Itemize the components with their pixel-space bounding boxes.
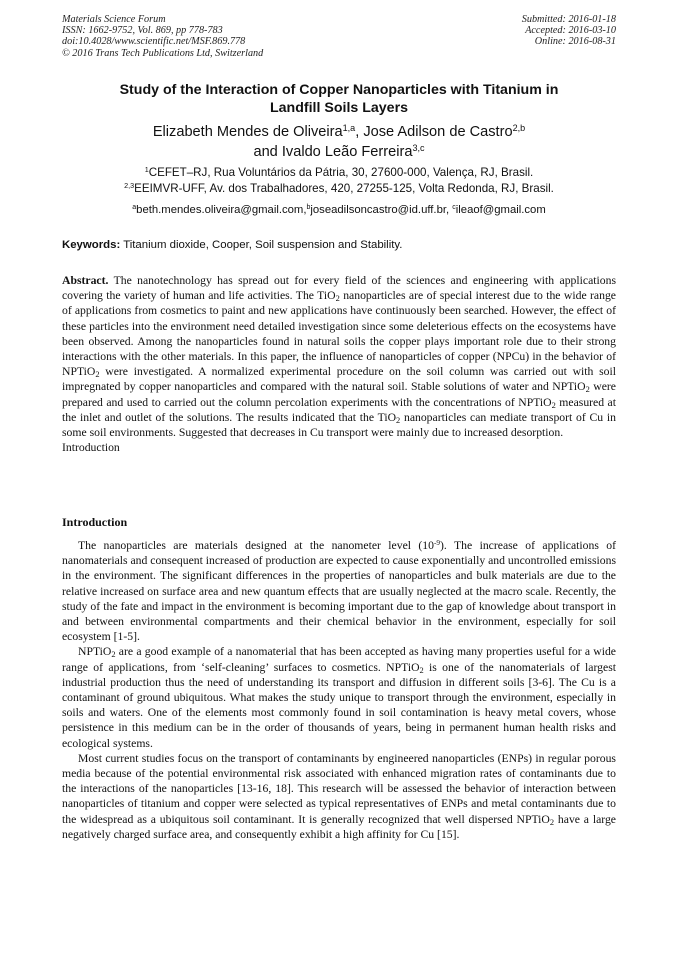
subscript: 2 [551, 399, 556, 410]
abstract-text-1: The nanotechnology has spread out for every field of the sciences and engineering with applications covering the variety of human and life activities. The TiO [62, 274, 616, 303]
author-2: Jose Adilson de Castro [363, 124, 513, 140]
abstract-text-2: nanoparticles are of special interest due to the wide range of applications from cosmetics to paint and new applications have continuously been searched. However, the effect of these particles into the environment need detailed investigation since some deleterious effects on the ecosystems have been observed. Among the nanoparticles found in natural soils the copper plays important role due to their strong interactions with the other materials. In this paper, the influence of nanoparticles of copper (NPCu) in the behavior of NPTiO [62, 289, 616, 379]
subscript: 2 [111, 649, 116, 660]
intro-p1-text-b: ). The increase of applications of nanomaterials and consequent increased of production are expected to cause exponentially and uncontrolled emissions in the environment. The significant differences in the properties of nanoparticles and bulk materials are due to the relative increased on surface area and new quantum effects that are usually neglected at the macro scale. Recently, the study of the fate and impact in the environment is becoming important due to the gap of knowledge about transport in and between environmental compartments and their chemical behavior in the environment, especially for soil ecosystem [1-5]. [62, 539, 616, 644]
intro-p1-text-a: The nanoparticles are materials designed at the nanometer level (10 [78, 539, 434, 552]
date-online: Online: 2016-08-31 [534, 36, 616, 48]
author-emails [62, 202, 616, 218]
author-list [70, 122, 608, 162]
date-accepted: Accepted: 2016-03-10 [525, 25, 616, 37]
intro-paragraph-2 [62, 644, 616, 750]
subscript: 2 [549, 816, 555, 827]
author-separator: , [355, 124, 364, 140]
author-2-affil: 2,b [512, 123, 526, 134]
journal-issn: ISSN: 1662-9752, Vol. 869, pp 778-783 [62, 25, 223, 37]
intro-p2-text-c: is one of the nanomaterials of largest industrial production thus the need of understanding its transport and diffusion in different soils [3-6]. The Cu is a contaminant of ground ubiquitous. What makes the study unique to transport through the environment, especially in soils and waters. One of the elements most commonly found in soil contamination is heavy metal covers, whose persistence in this medium can be in the order of thousands of years, being in permanent human health risks and ecological systems. [62, 660, 616, 750]
abstract [62, 273, 616, 455]
abstract-text-4: were prepared and used to carried out the column percolation experiments with the concentrations of NPTiO [62, 380, 616, 409]
email-a[interactable]: beth.mendes.oliveira@gmail.com, [136, 204, 307, 216]
keywords-label: Keywords: [62, 239, 121, 251]
subscript: 2 [419, 664, 424, 675]
author-1-affil: 1,a [342, 123, 356, 134]
keywords [62, 237, 616, 253]
subscript: 2 [335, 293, 340, 304]
submission-dates [522, 14, 616, 48]
email-b-mark: b [306, 204, 311, 212]
journal-name: Materials Science Forum [62, 14, 166, 25]
intro-p3-text-b: have a large negatively charged surface area, and consequently exhibit a high affinity for Cu [15]. [62, 812, 616, 841]
affiliation-2-mark: 2,3 [124, 181, 135, 191]
title-line-2: Landfill Soils Layers [270, 100, 408, 116]
intro-p2-text-b: are a good example of a nanomaterial that has been accepted as having many properties useful for a wide range of applications, from ‘self-cleaning’ surfaces to cosmetics. NPTiO [62, 645, 616, 674]
journal-info [62, 14, 263, 59]
email-a-mark: a [132, 204, 137, 212]
keywords-text: Titanium dioxide, Cooper, Soil suspension and Stability. [120, 239, 403, 251]
section-heading-introduction: Introduction [62, 515, 128, 529]
abstract-text-5: measured at the inlet and outlet of the solutions. The results indicated that the TiO [62, 395, 616, 424]
affiliation-2: EEIMVR-UFF, Av. dos Trabalhadores, 420, 27255-125, Volta Redonda, RJ, Brasil. [134, 182, 554, 195]
subscript: 2 [396, 414, 401, 425]
introduction-body [62, 538, 616, 842]
author-3-affil: 3,c [412, 143, 425, 154]
author-1: Elizabeth Mendes de Oliveira [152, 124, 343, 140]
subscript: 2 [585, 384, 590, 395]
author-3: Ivaldo Leão Ferreira [281, 144, 413, 160]
intro-paragraph-1 [62, 538, 616, 644]
affiliation-1-mark: 1 [144, 165, 149, 175]
author-and: and [253, 144, 282, 160]
intro-p3-text-a: Most current studies focus on the transport of contaminants by engineered nanoparticles (ENPs) in regular porous media because of the potential environmental risk associated with enhanced migration rates of contaminants due to the interactions of the nanoparticles [13-16, 18]. This research will be assessed the behavior of interaction between nanoparticles of titanium and copper were selected as typical representatives of ENPs and metal contaminants due to the widespread as a ubiquitous soil contaminant. It is generally recognized that well dispersed NPTiO [62, 751, 616, 826]
title-line-1: Study of the Interaction of Copper Nanoparticles with Titanium in [119, 82, 559, 98]
date-submitted: Submitted: 2016-01-18 [521, 14, 616, 25]
journal-copyright: © 2016 Trans Tech Publications Ltd, Switzerland [62, 47, 264, 59]
intro-p2-text-a: NPTiO [78, 645, 112, 659]
paper-title [70, 81, 608, 117]
abstract-text-3: were investigated. A normalized experimental procedure on the soil column was carried out with soil impregnated by copper nanoparticles and compared with the natural soil. Stable solutions of water and NPTiO [62, 365, 616, 394]
journal-doi: doi:10.4028/www.scientific.net/MSF.869.778 [62, 36, 246, 48]
superscript: -9 [433, 539, 441, 548]
email-c-mark: c [452, 204, 456, 212]
subscript: 2 [95, 369, 100, 380]
email-b[interactable]: joseadilsoncastro@id.uff.br, [310, 204, 453, 216]
abstract-text-6: nanoparticles can mediate transport of Cu in some soil environments. Suggested that decreases in Cu transport were mainly due to increased desorption. [62, 410, 616, 440]
email-c[interactable]: ileaof@gmail.com [455, 204, 546, 216]
affiliation-1: CEFET–RJ, Rua Voluntários da Pátria, 30, 27600-000, Valença, RJ, Brasil. [148, 166, 534, 179]
intro-paragraph-3 [62, 751, 616, 842]
abstract-trailing-text: Introduction [62, 441, 120, 455]
abstract-label: Abstract. [62, 274, 109, 287]
affiliations [70, 165, 608, 197]
